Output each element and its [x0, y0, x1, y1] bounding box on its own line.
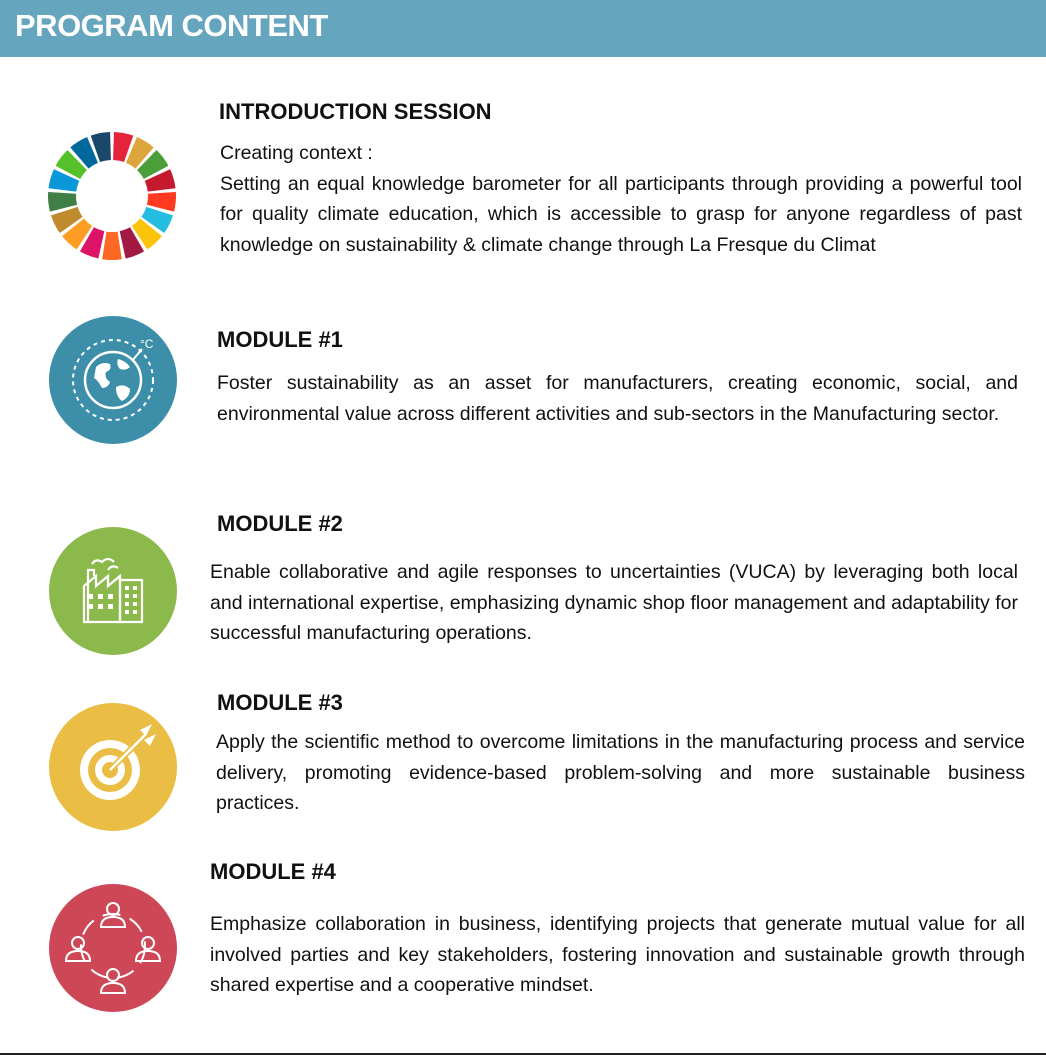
module-2-title: MODULE #2: [217, 511, 343, 536]
page-title: PROGRAM CONTENT: [15, 8, 328, 43]
intro-section-body: [220, 138, 1022, 260]
globe-temperature-icon: [48, 315, 178, 445]
module-3-title: MODULE #3: [217, 690, 343, 715]
sdg-wheel-segment: [102, 232, 122, 260]
header-banner: [0, 0, 1046, 57]
module-4-title: MODULE #4: [210, 859, 336, 884]
intro-section-description: Setting an equal knowledge barometer for all participants through providing a powerful tool for quality climate education, which is accessible to grasp for anyone regardless of past knowledge on sustainability & climate change through La Fresque du Climat: [220, 172, 1022, 256]
module-3-body: Apply the scientific method to overcome limitations in the manufacturing process and service delivery, promoting evidence-based problem-solving and more sustainable business practices.: [216, 731, 1025, 815]
module-1-title: MODULE #1: [217, 327, 343, 352]
module-1-body: Foster sustainability as an asset for manufacturers, creating economic, social, and environmental value across different activities and sub-sectors in the Manufacturing sector.: [217, 372, 1018, 425]
factory-icon: [48, 526, 178, 656]
sdg-color-wheel-icon: [46, 130, 178, 262]
svg-text:°C: °C: [140, 337, 154, 351]
module-4-body: Emphasize collaboration in business, identifying projects that generate mutual value for all involved parties and key stakeholders, fostering innovation and sustainable growth through shared expertise and a cooperative mindset.: [210, 913, 1025, 997]
people-network-icon: [48, 883, 178, 1013]
intro-section-title: INTRODUCTION SESSION: [219, 99, 492, 124]
target-icon: [48, 702, 178, 832]
module-2-body: Enable collaborative and agile responses to uncertainties (VUCA) by leveraging both local and international expertise, emphasizing dynamic shop floor management and adaptability for successful manufacturing operations.: [210, 561, 1018, 645]
intro-section-subtitle: Creating context :: [220, 142, 373, 164]
bottom-divider: [0, 1053, 1046, 1055]
